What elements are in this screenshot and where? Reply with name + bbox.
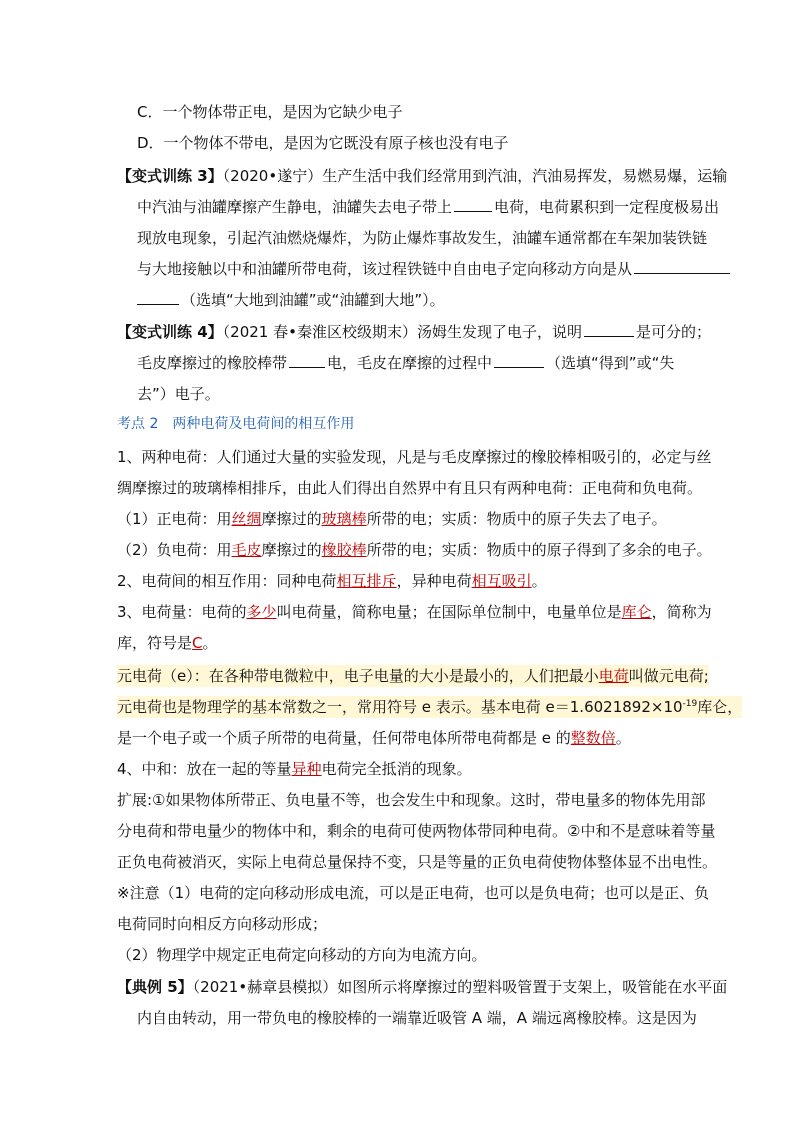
text: 摩擦过的 xyxy=(261,541,322,559)
variant-4-text: （选填“得到”或“失 xyxy=(546,354,675,372)
positive-charge-line xyxy=(117,508,667,530)
extension-line: 分电荷和带电量少的物体中和，剩余的电荷可使两物体带同种电荷。②中和不是意味着等量 xyxy=(117,822,716,840)
interaction-line xyxy=(117,570,547,592)
text: 所带的电；实质：物质中的原子失去了电子。 xyxy=(366,510,667,528)
variant-3-line-5 xyxy=(135,289,445,311)
answer-blank[interactable] xyxy=(454,197,492,212)
answer-blank[interactable] xyxy=(289,353,325,368)
paragraph-line: 绸摩擦过的玻璃棒相排斥，由此人们得出自然界中有且只有两种电荷：正电荷和负电荷。 xyxy=(117,479,703,497)
variant-3-tag: 【变式训练 3】 xyxy=(117,167,223,185)
answer-blank[interactable] xyxy=(584,322,634,337)
note-line: 电荷同时向相反方向移动形成； xyxy=(117,915,328,933)
keyword: C xyxy=(192,634,203,652)
text: 3、电荷量：电荷的 xyxy=(117,603,247,621)
variant-4-line-2 xyxy=(137,352,674,374)
note-line: ※注意（1）电荷的定向移动形成电流，可以是正电荷，也可以是负电荷；也可以是正、负 xyxy=(117,884,710,902)
variant-4-line-3: 去”）电子。 xyxy=(137,385,220,403)
keyword: 玻璃棒 xyxy=(321,510,367,528)
text: 。 xyxy=(531,572,547,590)
text: 电荷完全抵消的现象。 xyxy=(321,760,472,778)
extension-line: 扩展:①如果物体所带正、负电量不等，也会发生中和现象。这时，带电量多的物体先用部 xyxy=(117,791,706,809)
charge-quantity-line xyxy=(117,601,712,623)
variant-3-line-4 xyxy=(137,258,732,280)
text: 所带的电；实质：物质中的原子得到了多余的电子。 xyxy=(366,541,712,559)
variant-4-tag: 【变式训练 4】 xyxy=(117,323,223,341)
keyword: 异种 xyxy=(291,760,322,778)
extension-line: 正负电荷被消灭，实际上电荷总量保持不变，只是等量的正负电荷使物体整体显不出电性。 xyxy=(117,853,718,871)
variant-3-line-2 xyxy=(137,196,719,218)
keyword: 丝绸 xyxy=(231,510,262,528)
elementary-charge-line-1 xyxy=(117,665,709,687)
paragraph-line: 1、两种电荷：人们通过大量的实验发现，凡是与毛皮摩擦过的橡胶棒相吸引的，必定与丝 xyxy=(117,448,712,466)
elementary-charge-line-3 xyxy=(117,727,631,749)
keyword: 橡胶棒 xyxy=(321,541,367,559)
variant-4-text: 汤姆生发现了电子，说明 xyxy=(416,323,582,341)
elementary-charge-line-2 xyxy=(117,696,742,718)
text: ，异种电荷 xyxy=(396,572,472,590)
text: 库，符号是 xyxy=(117,634,193,652)
text: 摩擦过的 xyxy=(261,510,322,528)
variant-3-text: 生产生活中我们经常用到汽油，汽油易挥发，易燃易爆，运输 xyxy=(322,167,728,185)
text: 4、中和：放在一起的等量 xyxy=(117,760,292,778)
text: （2）负电荷：用 xyxy=(117,541,232,559)
text: 2、电荷间的相互作用：同种电荷 xyxy=(117,572,337,590)
note-line: （2）物理学中规定正电荷定向移动的方向为电流方向。 xyxy=(117,946,487,964)
text: （1）正电荷：用 xyxy=(117,510,232,528)
keyword: 多少 xyxy=(246,603,277,621)
variant-4-source: （2021 春•秦淮区校级期末） xyxy=(222,323,417,341)
answer-blank[interactable] xyxy=(137,290,179,305)
example-5-source: （2021•赫章县模拟） xyxy=(192,978,338,996)
example-5-text: 如图所示将摩擦过的塑料吸管置于支架上，吸管能在水平面 xyxy=(337,978,728,996)
option-c: C．一个物体带正电，是因为它缺少电子 xyxy=(137,103,403,121)
text: 元电荷也是物理学的基本常数之一，常用符号 e 表示。基本电荷 e＝1.6021892×10 xyxy=(117,698,683,716)
keyword: 相互排斥 xyxy=(336,572,397,590)
text: 是一个电子或一个质子所带的电荷量，任何带电体所带电荷都是 e 的 xyxy=(117,729,571,747)
keyword: 电荷 xyxy=(598,667,629,685)
example-5-tag: 【典例 5】 xyxy=(117,978,193,996)
variant-4-line-1 xyxy=(117,321,711,343)
variant-3-line-1 xyxy=(117,165,727,187)
text: 库仑， xyxy=(697,698,743,716)
negative-charge-line xyxy=(117,539,712,561)
neutralization-line xyxy=(117,758,472,780)
text: 。 xyxy=(202,634,218,652)
text: 。 xyxy=(615,729,631,747)
charge-quantity-line-2 xyxy=(117,632,218,654)
variant-4-text: 毛皮摩擦过的橡胶棒带 xyxy=(137,354,288,372)
keyword: 毛皮 xyxy=(231,541,262,559)
keyword: 库仑 xyxy=(621,603,652,621)
variant-3-text: 中汽油与油罐摩擦产生静电，油罐失去电子带上 xyxy=(137,198,453,216)
variant-3-source: （2020•遂宁） xyxy=(222,167,323,185)
variant-3-text: 与大地接触以中和油罐所带电荷，该过程铁链中自由电子定向移动方向是从 xyxy=(137,260,633,278)
variant-4-text: 是可分的； xyxy=(635,323,711,341)
example-5-line-2: 内自由转动，用一带负电的橡胶棒的一端靠近吸管 A 端，A 端远离橡胶棒。这是因为 xyxy=(137,1009,697,1027)
variant-3-line-3: 现放电现象，引起汽油燃烧爆炸，为防止爆炸事故发生，油罐车通常都在车架加装铁链 xyxy=(137,229,708,247)
text: 元电荷（e）：在各种带电微粒中，电子电量的大小是最小的，人们把最小 xyxy=(117,667,599,685)
keyword: 相互吸引 xyxy=(471,572,532,590)
variant-4-text: 电，毛皮在摩擦的过程中 xyxy=(327,354,493,372)
option-d: D．一个物体不带电，是因为它既没有原子核也没有电子 xyxy=(137,134,509,152)
answer-blank[interactable] xyxy=(634,259,730,274)
answer-blank[interactable] xyxy=(494,353,544,368)
text: 叫做元电荷; xyxy=(628,667,709,685)
exponent: -19 xyxy=(682,699,698,709)
text: ，简称为 xyxy=(651,603,712,621)
variant-3-text: （选填“大地到油罐”或“油罐到大地”）。 xyxy=(181,291,445,309)
keyword: 整数倍 xyxy=(570,729,616,747)
section-heading: 考点 2 两种电荷及电荷间的相互作用 xyxy=(117,416,355,432)
variant-3-text: 电荷，电荷累积到一定程度极易出 xyxy=(494,198,720,216)
example-5-line-1 xyxy=(117,976,727,998)
text: 叫电荷量，简称电量；在国际单位制中，电量单位是 xyxy=(276,603,622,621)
